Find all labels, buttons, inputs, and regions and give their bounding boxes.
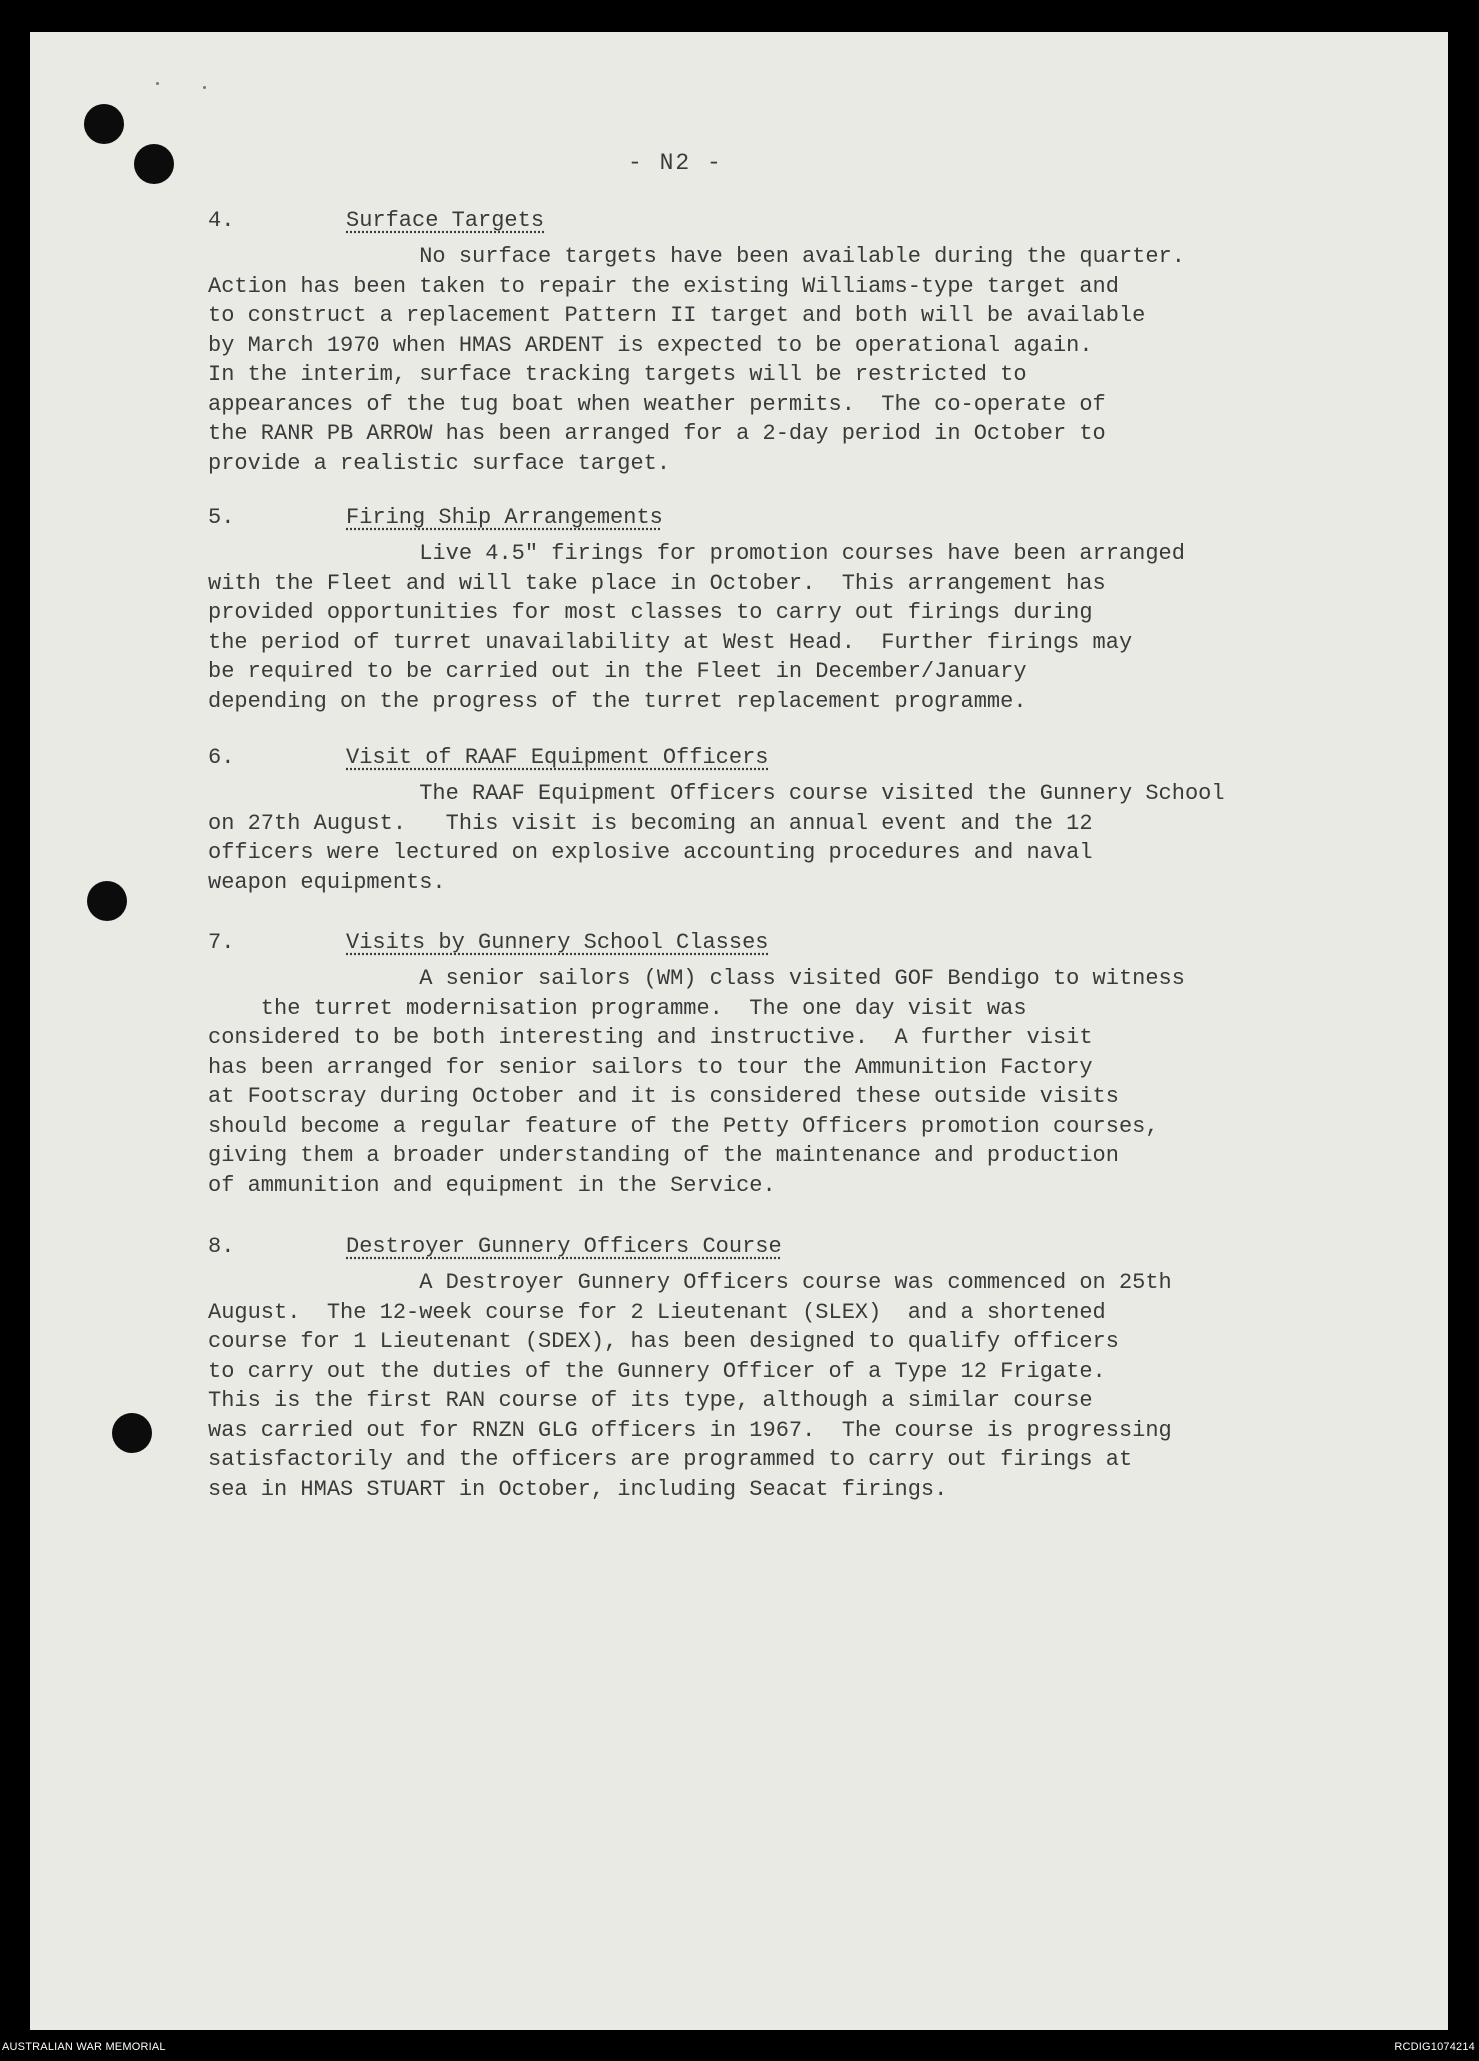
paragraph-line: the RANR PB ARROW has been arranged for a 2-day period in October to [208, 421, 1106, 446]
paragraph-line: sea in HMAS STUART in October, including Seacat firings. [208, 1476, 948, 1502]
paragraph-line: considered to be both interesting and instructive. A further visit [208, 1025, 1093, 1050]
paragraph-line: No surface targets have been available during the quarter. [208, 244, 1185, 269]
section-paragraph [208, 779, 1268, 897]
archive-credit: AUSTRALIAN WAR MEMORIAL [2, 2041, 166, 2053]
paragraph-line: by March 1970 when HMAS ARDENT is expected to be operational again. [208, 332, 1093, 358]
section-number: 4. [208, 208, 235, 233]
paragraph-line: A senior sailors (WM) class visited GOF Bendigo to witness [208, 966, 1185, 991]
paragraph-line: on 27th August. This visit is becoming an annual event and the 12 [208, 810, 1093, 836]
paragraph-line: of ammunition and equipment in the Service. [208, 1172, 776, 1198]
paragraph-line: satisfactorily and the officers are programmed to carry out firings at [208, 1447, 1133, 1472]
punch-hole-bottom [112, 1413, 152, 1453]
section-number: 5. [208, 505, 235, 530]
paragraph-line: be required to be carried out in the Fleet in December/January [208, 659, 1027, 684]
paragraph-line: provide a realistic surface target. [208, 450, 671, 476]
speck-mark [156, 82, 159, 85]
punch-hole-top [134, 144, 174, 184]
paragraph-line: giving them a broader understanding of the maintenance and production [208, 1143, 1119, 1168]
section-paragraph [208, 1268, 1268, 1504]
punch-hole-middle [87, 881, 127, 921]
section-number: 6. [208, 745, 235, 770]
section-paragraph [208, 964, 1268, 1200]
paragraph-line: depending on the progress of the turret replacement programme. [208, 688, 1027, 714]
paragraph-line: appearances of the tug boat when weather permits. The co-operate of [208, 391, 1106, 417]
paragraph-line: provided opportunities for most classes to carry out firings during [208, 600, 1093, 625]
paragraph-line: The RAAF Equipment Officers course visited the Gunnery School [208, 781, 1225, 806]
section-number: 8. [208, 1234, 235, 1259]
paragraph-line: with the Fleet and will take place in October. This arrangement has [208, 570, 1106, 596]
paragraph-line: A Destroyer Gunnery Officers course was commenced on 25th [208, 1270, 1172, 1295]
paragraph-line: Action has been taken to repair the existing Williams-type target and [208, 273, 1119, 299]
archive-reference: RCDIG1074214 [1394, 2041, 1475, 2053]
paragraph-line: Live 4.5" firings for promotion courses have been arranged [208, 541, 1185, 566]
paragraph-line: to carry out the duties of the Gunnery Officer of a Type 12 Frigate. [208, 1358, 1106, 1384]
paragraph-line: has been arranged for senior sailors to tour the Ammunition Factory [208, 1054, 1093, 1080]
paragraph-line: to construct a replacement Pattern II target and both will be available [208, 303, 1146, 328]
paragraph-line: the turret modernisation programme. The one day visit was [208, 995, 1027, 1021]
section-paragraph [208, 242, 1268, 478]
section-heading: Destroyer Gunnery Officers Course [346, 1234, 782, 1259]
paragraph-line: course for 1 Lieutenant (SDEX), has been designed to qualify officers [208, 1329, 1119, 1354]
section-paragraph [208, 539, 1268, 716]
paragraph-line: officers were lectured on explosive accounting procedures and naval [208, 840, 1093, 865]
section-number: 7. [208, 930, 235, 955]
paragraph-line: In the interim, surface tracking targets will be restricted to [208, 362, 1027, 387]
paragraph-line: was carried out for RNZN GLG officers in 1967. The course is progressing [208, 1417, 1172, 1443]
section-heading: Firing Ship Arrangements [346, 505, 663, 530]
paragraph-line: should become a regular feature of the Petty Officers promotion courses, [208, 1113, 1159, 1139]
section-heading: Visits by Gunnery School Classes [346, 930, 769, 955]
paragraph-line: at Footscray during October and it is considered these outside visits [208, 1084, 1119, 1109]
paragraph-line: August. The 12-week course for 2 Lieutenant (SLEX) and a shortened [208, 1299, 1106, 1325]
punch-hole-top-left [84, 104, 124, 144]
paragraph-line: the period of turret unavailability at West Head. Further firings may [208, 629, 1133, 655]
page-number: - N2 - [628, 150, 723, 176]
section-heading: Visit of RAAF Equipment Officers [346, 745, 769, 770]
paragraph-line: weapon equipments. [208, 869, 446, 895]
section-heading: Surface Targets [346, 208, 545, 233]
paragraph-line: This is the first RAN course of its type, although a similar course [208, 1388, 1093, 1413]
speck-mark [203, 86, 206, 89]
